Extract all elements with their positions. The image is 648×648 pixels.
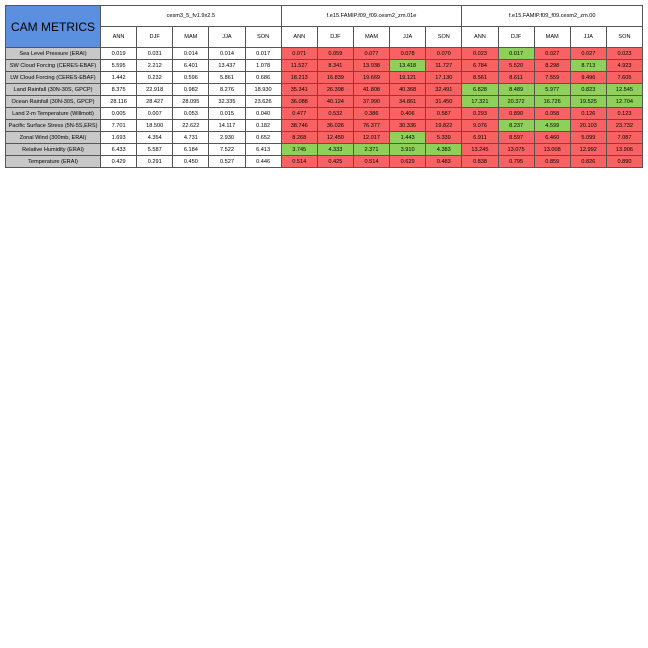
season-header: JJA [390,27,426,48]
variable-label: Land Rainfall (30N-30S, GPCP) [6,84,101,96]
season-header-row [6,27,643,48]
metric-value-cell: 0.031 [137,48,173,60]
metric-value-cell: 0.859 [534,156,570,168]
metric-value-cell: 2.212 [137,60,173,72]
metric-value-cell: 1.442 [101,72,137,84]
metric-value-cell: 9.496 [570,72,606,84]
metric-value-cell: 7.605 [606,72,642,84]
metric-value-cell: 8.561 [462,72,498,84]
metric-value-cell: 6.460 [534,132,570,144]
case-header: cesm3_5_fv1.9x2.5 [101,6,282,27]
table-row [6,132,643,144]
metric-value-cell: 3.910 [390,144,426,156]
metric-value-cell: 6.184 [173,144,209,156]
table-row [6,144,643,156]
metric-value-cell: 12.704 [606,96,642,108]
metric-value-cell: 18.213 [281,72,317,84]
metric-value-cell: 36.088 [281,96,317,108]
metric-value-cell: 18.500 [137,120,173,132]
metric-value-cell: 32.491 [426,84,462,96]
table-row [6,72,643,84]
metric-value-cell: 8.713 [570,60,606,72]
season-header: MAM [534,27,570,48]
metric-value-cell: 1.693 [101,132,137,144]
metric-value-cell: 8.375 [101,84,137,96]
season-header: ANN [462,27,498,48]
season-header: DJF [498,27,534,48]
metric-value-cell: 0.053 [173,108,209,120]
metric-value-cell: 0.652 [245,132,281,144]
metric-value-cell: 32.335 [209,96,245,108]
metric-value-cell: 8.597 [498,132,534,144]
table-row [6,120,643,132]
metric-value-cell: 0.826 [570,156,606,168]
metric-value-cell: 23.732 [606,120,642,132]
metric-value-cell: 0.823 [570,84,606,96]
metric-value-cell: 0.890 [498,108,534,120]
season-header: SON [245,27,281,48]
metric-value-cell: 0.514 [281,156,317,168]
metric-value-cell: 8.276 [209,84,245,96]
metric-value-cell: 11.527 [281,60,317,72]
metric-value-cell: 0.838 [462,156,498,168]
variable-label: SW Cloud Forcing (CERES-EBAF) [6,60,101,72]
table-row [6,96,643,108]
metric-value-cell: 7.559 [534,72,570,84]
metric-value-cell: 13.038 [353,60,389,72]
metric-value-cell: 0.027 [570,48,606,60]
metric-value-cell: 2.371 [353,144,389,156]
season-header: JJA [209,27,245,48]
metric-value-cell: 0.483 [426,156,462,168]
metric-value-cell: 35.341 [281,84,317,96]
metric-value-cell: 1.443 [390,132,426,144]
metric-value-cell: 0.126 [570,108,606,120]
table-row [6,48,643,60]
metric-value-cell: 0.587 [426,108,462,120]
metric-value-cell: 0.077 [353,48,389,60]
metric-value-cell: 0.596 [173,72,209,84]
metric-value-cell: 0.386 [353,108,389,120]
variable-label: Sea Level Pressure (ERAI) [6,48,101,60]
metric-value-cell: 5.587 [137,144,173,156]
case-header-row [6,6,643,27]
season-header: SON [606,27,642,48]
metric-value-cell: 0.890 [606,156,642,168]
metric-value-cell: 0.040 [245,108,281,120]
metric-value-cell: 5.099 [570,132,606,144]
metric-value-cell: 6.401 [173,60,209,72]
metric-value-cell: 0.182 [245,120,281,132]
season-header: ANN [101,27,137,48]
metric-value-cell: 17.130 [426,72,462,84]
metric-value-cell: 0.514 [353,156,389,168]
table-row [6,84,643,96]
metric-value-cell: 26.398 [317,84,353,96]
metric-value-cell: 8.298 [534,60,570,72]
metric-value-cell: 7.522 [209,144,245,156]
metric-value-cell: 7.701 [101,120,137,132]
metric-value-cell: 0.686 [245,72,281,84]
metric-value-cell: 0.450 [173,156,209,168]
metric-value-cell: 5.861 [209,72,245,84]
metric-value-cell: 28.427 [137,96,173,108]
table-row [6,156,643,168]
metric-value-cell: 0.425 [317,156,353,168]
metric-value-cell: 0.795 [498,156,534,168]
metric-value-cell: 8.341 [317,60,353,72]
metric-value-cell: 0.007 [137,108,173,120]
season-header: MAM [353,27,389,48]
season-header: DJF [137,27,173,48]
metric-value-cell: 6.828 [462,84,498,96]
metric-value-cell: 0.406 [390,108,426,120]
metric-value-cell: 18.930 [245,84,281,96]
metric-value-cell: 34.861 [390,96,426,108]
case-header: f.e15.FAMIP.f09_f09.cesm2_zm.00 [462,6,643,27]
metric-value-cell: 8.268 [281,132,317,144]
metric-value-cell: 0.058 [534,108,570,120]
metric-value-cell: 0.527 [209,156,245,168]
season-header: DJF [317,27,353,48]
metric-value-cell: 0.477 [281,108,317,120]
metric-value-cell: 16.726 [534,96,570,108]
metric-value-cell: 30.336 [390,120,426,132]
metric-value-cell: 12.992 [570,144,606,156]
metric-value-cell: 0.123 [606,108,642,120]
metric-value-cell: 0.982 [173,84,209,96]
metric-value-cell: 0.014 [209,48,245,60]
metric-value-cell: 19.121 [390,72,426,84]
variable-label: Pacific Surface Stress (5N-5S,ERS) [6,120,101,132]
metric-value-cell: 0.015 [209,108,245,120]
metric-value-cell: 19.822 [426,120,462,132]
metric-value-cell: 12.450 [317,132,353,144]
table-row [6,108,643,120]
metric-value-cell: 0.023 [462,48,498,60]
metric-value-cell: 5.520 [498,60,534,72]
metric-value-cell: 76.377 [353,120,389,132]
case-header: f.e15.FAMIP.f09_f09.cesm2_zm.01e [281,6,462,27]
metric-value-cell: 0.293 [462,108,498,120]
metric-value-cell: 0.005 [101,108,137,120]
metric-value-cell: 16.839 [317,72,353,84]
metric-value-cell: 4.599 [534,120,570,132]
metric-value-cell: 19.525 [570,96,606,108]
metric-value-cell: 11.727 [426,60,462,72]
metric-value-cell: 12.545 [606,84,642,96]
season-header: SON [426,27,462,48]
metric-value-cell: 1.078 [245,60,281,72]
variable-label: Relative Humidity (ERAI) [6,144,101,156]
metric-value-cell: 0.070 [426,48,462,60]
metric-value-cell: 0.027 [534,48,570,60]
metric-value-cell: 8.489 [498,84,534,96]
metric-value-cell: 0.291 [137,156,173,168]
variable-label: Land 2-m Temperature (Willmott) [6,108,101,120]
variable-label: LW Cloud Forcing (CERES-EBAF) [6,72,101,84]
metric-value-cell: 31.450 [426,96,462,108]
metric-value-cell: 12.017 [353,132,389,144]
metric-value-cell: 13.008 [534,144,570,156]
metric-value-cell: 0.071 [281,48,317,60]
metric-value-cell: 23.626 [245,96,281,108]
metric-value-cell: 2.930 [209,132,245,144]
metric-value-cell: 9.076 [462,120,498,132]
metric-value-cell: 8.237 [498,120,534,132]
metric-value-cell: 4.383 [426,144,462,156]
season-header: JJA [570,27,606,48]
metric-value-cell: 6.784 [462,60,498,72]
metric-value-cell: 38.746 [281,120,317,132]
metric-value-cell: 13.906 [606,144,642,156]
metric-value-cell: 0.017 [498,48,534,60]
metric-value-cell: 28.095 [173,96,209,108]
metric-value-cell: 13.245 [462,144,498,156]
metric-value-cell: 41.808 [353,84,389,96]
metric-value-cell: 0.059 [317,48,353,60]
table-title: CAM METRICS [6,6,101,48]
metric-value-cell: 0.017 [245,48,281,60]
metric-value-cell: 0.532 [317,108,353,120]
metric-value-cell: 13.437 [209,60,245,72]
season-header: ANN [281,27,317,48]
table-row [6,60,643,72]
metric-value-cell: 13.418 [390,60,426,72]
metric-value-cell: 37.990 [353,96,389,108]
metric-value-cell: 8.611 [498,72,534,84]
metric-value-cell: 40.368 [390,84,426,96]
metric-value-cell: 6.911 [462,132,498,144]
metric-value-cell: 3.745 [281,144,317,156]
metric-value-cell: 6.433 [101,144,137,156]
metric-value-cell: 4.923 [606,60,642,72]
metric-value-cell: 6.413 [245,144,281,156]
metric-value-cell: 0.232 [137,72,173,84]
metric-value-cell: 0.023 [606,48,642,60]
metric-value-cell: 4.731 [173,132,209,144]
metric-value-cell: 0.429 [101,156,137,168]
metric-value-cell: 0.014 [173,48,209,60]
metric-value-cell: 13.075 [498,144,534,156]
metric-value-cell: 17.321 [462,96,498,108]
metric-value-cell: 22.622 [173,120,209,132]
metric-value-cell: 28.116 [101,96,137,108]
metric-value-cell: 36.026 [317,120,353,132]
variable-label: Ocean Rainfall (30N-30S, GPCP) [6,96,101,108]
metric-value-cell: 5.977 [534,84,570,96]
metric-value-cell: 5.595 [101,60,137,72]
metric-value-cell: 19.669 [353,72,389,84]
metric-value-cell: 7.087 [606,132,642,144]
metric-value-cell: 0.629 [390,156,426,168]
metric-value-cell: 0.019 [101,48,137,60]
season-header: MAM [173,27,209,48]
metric-value-cell: 0.078 [390,48,426,60]
metric-value-cell: 5.339 [426,132,462,144]
metric-value-cell: 0.446 [245,156,281,168]
metric-value-cell: 20.103 [570,120,606,132]
metric-value-cell: 20.372 [498,96,534,108]
cam-metrics-table [5,5,643,168]
variable-label: Zonal Wind (300mb, ERAI) [6,132,101,144]
metric-value-cell: 22.918 [137,84,173,96]
variable-label: Temperature (ERAI) [6,156,101,168]
metric-value-cell: 4.354 [137,132,173,144]
metric-value-cell: 40.124 [317,96,353,108]
metric-value-cell: 4.333 [317,144,353,156]
metric-value-cell: 14.117 [209,120,245,132]
